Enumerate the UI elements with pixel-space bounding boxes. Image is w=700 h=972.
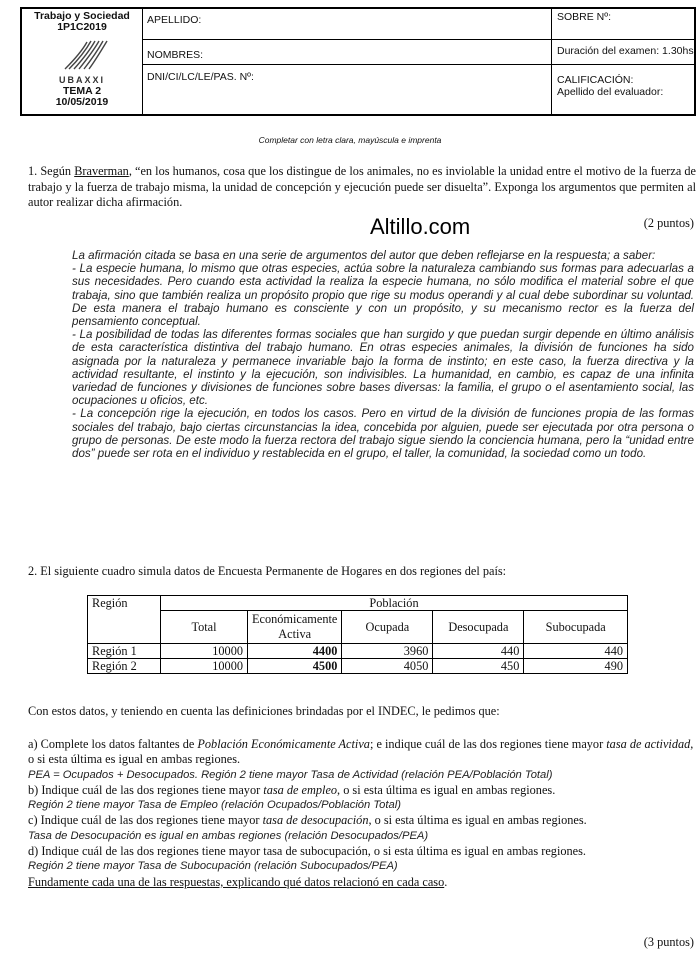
item-d: d) Indique cuál de las dos regiones tiene mayor tasa de subocupación, o si esta última es igual en ambas regiones.: [28, 844, 586, 859]
item-b: [28, 783, 696, 798]
duracion-info: [552, 40, 694, 65]
dni-label: DNI/CI/LC/LE/PAS. Nº:: [147, 71, 254, 83]
q1-text: , “en los humanos, cosa que los distingue de los animales, no es inviolable la unidad entre el motivo de la fuerza de trabajo y la fuerza de trabajo misma, la unidad de concepción y ejecución puede ser disuelta”. Exponga los argumentos que permiten al autor realizar dicha afirmación.: [28, 164, 696, 209]
cell-activa: 4500: [248, 659, 342, 674]
question-2-after-table: Con estos datos, y teniendo en cuenta las definiciones brindadas por el INDEC, le pedimos que:: [28, 704, 500, 718]
instructions: Completar con letra clara, mayúscula e imprenta: [258, 135, 442, 145]
q1-answer-point-1: - La especie humana, lo mismo que otras especies, actúa sobre la naturaleza cambiando sus formas para adecuarlas a sus necesidades. Pero cuando esta actividad la realiza la especie humana, no sólo modifica el material sobre el que trabaja, sino que también realiza un propósito propio que rige su modus operandi y al cual debe subordinar su voluntad. De esta manera el trabajo humano es consciente y con un propósito, y su mecanismo rector es la fuerza del pensamiento conceptual.: [72, 262, 694, 329]
dni-field[interactable]: [143, 65, 551, 114]
col-total: Total: [161, 611, 248, 644]
q1-answer-point-3: - La concepción rige la ejecución, en todos los casos. Pero en virtud de la división de funciones propia de las formas sociales del trabajo, bajo ciertas circunstancias la idea, concebida por alguien, puede ser ejecutada por otra persona o grupo de personas. De este modo la fuerza rectora del trabajo sigue siendo la conciencia humana, pero la “unidad entre dos” puede ser rota en el individuo y restablecida en el grupo, el taller, la comunidad, la sociedad como un todo.: [72, 407, 694, 461]
row-region: Región 1: [88, 644, 161, 659]
item-a-text-2: ; e indique cuál de las dos regiones tiene mayor: [369, 737, 607, 751]
data-table: [87, 595, 628, 674]
item-a-answer: PEA = Ocupados + Desocupados. Región 2 tiene mayor Tasa de Actividad (relación PEA/Población Total): [28, 768, 553, 781]
calificacion-field[interactable]: [552, 65, 694, 114]
cell-desocupada: 450: [433, 659, 524, 674]
item-c-text-2: , o si esta última es igual en ambas regiones.: [368, 813, 587, 828]
question-1: [28, 164, 696, 211]
student-fields: [143, 9, 552, 114]
row-region: Región 2: [88, 659, 161, 674]
item-a-text-3: , o si esta última es igual en ambas regiones.: [28, 737, 694, 767]
evaluador-label: Apellido del evaluador:: [557, 86, 664, 98]
table-header-row: [88, 596, 628, 611]
item-c-answer: Tasa de Desocupación es igual en ambas regiones (relación Desocupados/PEA): [28, 829, 429, 842]
exam-header: [20, 7, 696, 116]
cell-total: 10000: [161, 659, 248, 674]
table-subheader-row: [88, 611, 628, 644]
col-subocupada: Subocupada: [524, 611, 628, 644]
question-2-items: [28, 737, 696, 890]
region-header: Región: [88, 596, 161, 644]
nombres-label: NOMBRES:: [147, 49, 204, 61]
apellido-label: APELLIDO:: [147, 14, 202, 26]
sobre-label: SOBRE Nº:: [557, 11, 612, 23]
apellido-field[interactable]: [143, 9, 551, 40]
item-d-answer: Región 2 tiene mayor Tasa de Subocupación (relación Subocupados/PEA): [28, 860, 398, 873]
q1-answer-point-2: - La posibilidad de todas las diferentes formas sociales que han surgido y que puedan surgir depende en último análisis de esta característica distintiva del trabajo humano. En otras especies animales, la división de funciones ha sido asignada por la naturaleza y permanece invariable bajo la forma de instinto; en este caso, la fuerza directiva y la actividad resultante, el instinto y la ejecución, son indivisibles. La humanidad, en cambio, es capaz de una infinita variedad de funciones y divisiones de funciones sobre bases diversas: la familia, el grupo o el asentamiento social, las ocupaciones u oficios, etc.: [72, 328, 694, 408]
item-b-text: b) Indique cuál de las dos regiones tiene mayor: [28, 782, 264, 797]
calificacion-label: CALIFICACIÓN:: [557, 74, 634, 86]
duracion-label: Duración del examen: 1.30hs: [557, 45, 694, 57]
q1-author: Braverman: [74, 164, 129, 178]
course-name: Trabajo y Sociedad: [34, 10, 130, 22]
item-a: [28, 737, 696, 768]
table-row: [88, 659, 628, 674]
q2-points: (3 puntos): [643, 935, 694, 949]
cell-subocupada: 440: [524, 644, 628, 659]
q1-prefix: 1. Según: [28, 164, 75, 178]
item-b-term: tasa de empleo: [263, 782, 338, 797]
item-b-text-2: , o si esta última es igual en ambas regiones.: [337, 782, 556, 797]
q1-answer: [72, 249, 694, 460]
table-row: [88, 644, 628, 659]
col-activa: Económicamente Activa: [248, 611, 342, 644]
item-a-text: a) Complete los datos faltantes de: [28, 737, 198, 751]
course-code: 1P1C2019: [57, 21, 107, 33]
cell-ocupada: 3960: [342, 644, 433, 659]
sobre-field[interactable]: [552, 9, 694, 40]
col-desocupada: Desocupada: [433, 611, 524, 644]
tema-label: TEMA 2: [62, 85, 102, 97]
watermark: Altillo.com: [370, 214, 471, 239]
exam-date: 10/05/2019: [55, 96, 109, 108]
exam-meta: [552, 9, 694, 114]
poblacion-header: Población: [161, 596, 628, 611]
cell-desocupada: 440: [433, 644, 524, 659]
question-2-intro: 2. El siguiente cuadro simula datos de Encuesta Permanente de Hogares en dos regiones del país:: [28, 564, 507, 578]
item-c-term: tasa de desocupación: [262, 813, 369, 828]
item-b-answer: Región 2 tiene mayor Tasa de Empleo (relación Ocupados/Población Total): [28, 799, 401, 812]
item-c-text: c) Indique cuál de las dos regiones tiene mayor: [28, 813, 263, 828]
ubaxxi-logo-icon: [47, 39, 117, 71]
org-name: UBAXXI: [58, 75, 105, 85]
nombres-field[interactable]: [143, 40, 551, 65]
cell-activa: 4400: [248, 644, 342, 659]
q1-answer-intro: La afirmación citada se basa en una serie de argumentos del autor que deben reflejarse en la respuesta; a saber:: [72, 249, 656, 262]
course-info: [22, 9, 143, 114]
col-ocupada: Ocupada: [342, 611, 433, 644]
item-a-term: Población Económicamente Activa: [197, 737, 370, 751]
cell-subocupada: 490: [524, 659, 628, 674]
item-a-term-2: tasa de actividad: [606, 737, 691, 751]
q1-points: (2 puntos): [643, 216, 694, 230]
cell-total: 10000: [161, 644, 248, 659]
fundamente-text: Fundamente cada una de las respuestas, explicando qué datos relacionó en cada caso: [28, 874, 445, 889]
fundamente-line: Fundamente cada una de las respuestas, explicando qué datos relacionó en cada caso.: [28, 874, 448, 889]
cell-ocupada: 4050: [342, 659, 433, 674]
item-c: [28, 813, 696, 828]
